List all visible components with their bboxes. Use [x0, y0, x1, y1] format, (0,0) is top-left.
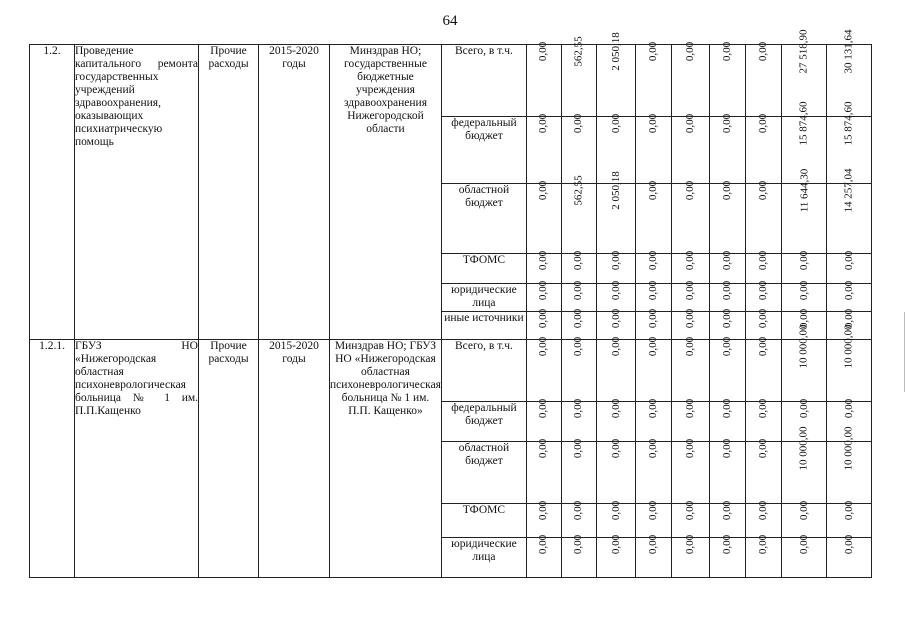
amount-cell: [710, 336, 746, 402]
amount-value: 0,00: [684, 180, 697, 201]
amount-cell: [636, 438, 672, 504]
funding-source: Всего, в т.ч.: [441, 340, 526, 402]
amount-cell: [526, 534, 561, 578]
amount-cell: [596, 171, 636, 254]
amount-value: 14 257,04: [842, 168, 855, 213]
amount-value: 0,00: [721, 308, 734, 329]
amount-cell: [596, 308, 636, 340]
amount-cell: [526, 250, 561, 284]
amount-cell: [827, 534, 872, 578]
amount-value: 0,00: [842, 280, 855, 301]
amount-value: 0,00: [842, 308, 855, 329]
table-row: [30, 340, 872, 402]
amount-cell: [672, 398, 710, 442]
amount-cell: [746, 534, 782, 578]
amount-value: 0,00: [609, 308, 622, 329]
amount-value: 0,00: [572, 534, 585, 555]
executor: Минздрав НО; государственные бюджетные учреждения здравоохранения Нижегородской области: [330, 45, 442, 340]
amount-value: 15 874,60: [842, 101, 855, 146]
amount-value: 0,00: [537, 438, 550, 459]
period: 2015-2020 годы: [259, 340, 330, 578]
amount-value: 0,00: [797, 500, 810, 521]
amount-value: 0,00: [757, 336, 770, 357]
amount-value: 0,00: [842, 398, 855, 419]
amount-cell: [782, 250, 827, 284]
amount-cell: [561, 250, 596, 284]
row-code: 1.2.1.: [30, 340, 75, 578]
amount-cell: [710, 308, 746, 340]
measure-name: Проведение капитального ремонта государственных учреждений здравоохранения, оказывающих психиатрическую помощь: [75, 45, 199, 340]
amount-value: 0,00: [609, 398, 622, 419]
amount-value: 0,00: [609, 500, 622, 521]
amount-cell: [672, 250, 710, 284]
amount-value: 0,00: [757, 41, 770, 62]
amount-cell: [636, 534, 672, 578]
amount-value: 0,00: [684, 308, 697, 329]
budget-table: [29, 29, 872, 578]
amount-cell: [746, 41, 782, 117]
amount-cell: [672, 41, 710, 117]
executor: Минздрав НО; ГБУЗ НО «Нижегородская областная психоневрологическая больница № 1 им. П.П. Кащенко»: [330, 340, 442, 578]
amount-value: 0,00: [684, 280, 697, 301]
funding-source: федеральный бюджет: [441, 117, 526, 184]
amount-value: 0,00: [537, 180, 550, 201]
amount-cell: [672, 336, 710, 402]
amount-value: 15 874,60: [797, 101, 810, 146]
amount-cell: [672, 438, 710, 504]
amount-value: 0,00: [647, 280, 660, 301]
amount-value: 0,00: [684, 398, 697, 419]
amount-cell: [526, 308, 561, 340]
amount-value: 0,00: [721, 180, 734, 201]
amount-value: 562,55: [572, 36, 585, 67]
amount-value: 0,00: [757, 534, 770, 555]
amount-cell: [561, 438, 596, 504]
expense-type: Прочие расходы: [199, 45, 259, 340]
amount-cell: [746, 500, 782, 538]
amount-value: 0,00: [647, 438, 660, 459]
amount-value: 0,00: [684, 336, 697, 357]
amount-cell: [746, 180, 782, 254]
amount-cell: [526, 113, 561, 184]
page-number: 64: [442, 13, 458, 29]
amount-value: 0,00: [842, 500, 855, 521]
amount-value: 0,00: [684, 250, 697, 271]
funding-source: Всего, в т.ч.: [441, 45, 526, 117]
amount-cell: [672, 308, 710, 340]
amount-cell: [710, 250, 746, 284]
table-row: [30, 45, 872, 117]
amount-cell: [746, 398, 782, 442]
amount-cell: [782, 426, 827, 504]
amount-value: 0,00: [684, 113, 697, 134]
amount-cell: [596, 500, 636, 538]
amount-value: 0,00: [797, 280, 810, 301]
amount-value: 0,00: [572, 500, 585, 521]
amount-cell: [636, 500, 672, 538]
amount-value: 0,00: [537, 500, 550, 521]
amount-cell: [561, 36, 596, 117]
amount-cell: [782, 534, 827, 578]
amount-cell: [782, 168, 827, 254]
amount-cell: [526, 280, 561, 312]
amount-value: 0,00: [647, 398, 660, 419]
amount-value: 0,00: [842, 250, 855, 271]
amount-cell: [526, 336, 561, 402]
amount-cell: [827, 500, 872, 538]
amount-cell: [636, 41, 672, 117]
amount-cell: [636, 336, 672, 402]
amount-cell: [561, 175, 596, 254]
amount-value: 0,00: [797, 308, 810, 329]
amount-value: 0,00: [647, 180, 660, 201]
amount-cell: [596, 32, 636, 117]
amount-value: 0,00: [537, 308, 550, 329]
amount-cell: [746, 280, 782, 312]
amount-cell: [782, 500, 827, 538]
funding-source: юридические лица: [441, 538, 526, 578]
amount-cell: [596, 398, 636, 442]
amount-cell: [561, 280, 596, 312]
amount-value: 2 050,18: [609, 171, 622, 210]
amount-cell: [827, 426, 872, 504]
amount-value: 562,55: [572, 175, 585, 206]
amount-value: 0,00: [537, 41, 550, 62]
amount-cell: [827, 168, 872, 254]
funding-source: ТФОМС: [441, 504, 526, 538]
amount-cell: [710, 438, 746, 504]
amount-cell: [827, 250, 872, 284]
amount-cell: [636, 308, 672, 340]
amount-cell: [710, 398, 746, 442]
measure-name: ГБУЗ НО «Нижегородская областная психоневрологическая больница № 1 им. П.П.Кащенко: [75, 340, 199, 578]
amount-cell: [596, 250, 636, 284]
amount-value: 0,00: [684, 438, 697, 459]
amount-value: 0,00: [609, 336, 622, 357]
amount-value: 10 000,00: [842, 426, 855, 471]
amount-value: 0,00: [572, 398, 585, 419]
amount-cell: [746, 250, 782, 284]
funding-source: иные источники: [441, 312, 526, 340]
funding-source: юридические лица: [441, 284, 526, 312]
amount-value: 0,00: [757, 308, 770, 329]
amount-cell: [827, 280, 872, 312]
amount-value: 0,00: [647, 113, 660, 134]
amount-cell: [561, 534, 596, 578]
amount-cell: [596, 280, 636, 312]
amount-cell: [672, 534, 710, 578]
amount-value: 2 050,18: [609, 32, 622, 71]
amount-cell: [672, 113, 710, 184]
amount-cell: [561, 113, 596, 184]
amount-cell: [746, 336, 782, 402]
amount-value: 0,00: [797, 398, 810, 419]
amount-cell: [710, 113, 746, 184]
amount-cell: [636, 180, 672, 254]
amount-cell: [672, 500, 710, 538]
amount-value: 0,00: [797, 250, 810, 271]
amount-value: 0,00: [609, 250, 622, 271]
amount-cell: [561, 308, 596, 340]
amount-cell: [672, 280, 710, 312]
amount-value: 0,00: [842, 534, 855, 555]
amount-cell: [526, 41, 561, 117]
amount-value: 0,00: [721, 500, 734, 521]
amount-value: 0,00: [537, 398, 550, 419]
amount-value: 0,00: [757, 398, 770, 419]
amount-cell: [526, 500, 561, 538]
amount-cell: [827, 324, 872, 402]
funding-source: федеральный бюджет: [441, 402, 526, 442]
amount-cell: [636, 250, 672, 284]
amount-value: 0,00: [609, 280, 622, 301]
amount-value: 0,00: [572, 280, 585, 301]
amount-value: 0,00: [572, 438, 585, 459]
amount-value: 27 518,90: [797, 29, 810, 74]
amount-value: 0,00: [684, 41, 697, 62]
amount-value: 10 000,00: [797, 324, 810, 369]
amount-value: 0,00: [647, 534, 660, 555]
amount-value: 0,00: [721, 336, 734, 357]
amount-cell: [526, 398, 561, 442]
amount-cell: [561, 500, 596, 538]
amount-cell: [746, 438, 782, 504]
amount-value: 0,00: [757, 180, 770, 201]
amount-value: 0,00: [647, 308, 660, 329]
amount-cell: [710, 500, 746, 538]
amount-value: 0,00: [537, 336, 550, 357]
amount-value: 0,00: [609, 534, 622, 555]
funding-source: ТФОМС: [441, 254, 526, 284]
amount-value: 0,00: [721, 113, 734, 134]
amount-value: 11 644,30: [797, 168, 810, 213]
amount-cell: [672, 180, 710, 254]
amount-value: 10 000,00: [842, 324, 855, 369]
amount-value: 0,00: [684, 534, 697, 555]
amount-value: 0,00: [572, 250, 585, 271]
amount-value: 0,00: [647, 500, 660, 521]
amount-cell: [636, 113, 672, 184]
amount-cell: [746, 113, 782, 184]
funding-source: областной бюджет: [441, 442, 526, 504]
amount-value: 0,00: [757, 500, 770, 521]
amount-value: 30 131,64: [842, 29, 855, 74]
amount-cell: [561, 336, 596, 402]
amount-cell: [636, 398, 672, 442]
amount-value: 0,00: [572, 113, 585, 134]
funding-source: областной бюджет: [441, 184, 526, 254]
amount-value: 0,00: [721, 250, 734, 271]
expense-type: Прочие расходы: [199, 340, 259, 578]
amount-value: 0,00: [609, 438, 622, 459]
table-body: [30, 29, 872, 578]
amount-cell: [561, 398, 596, 442]
amount-value: 0,00: [721, 398, 734, 419]
amount-value: 0,00: [757, 280, 770, 301]
amount-value: 0,00: [757, 438, 770, 459]
amount-value: 0,00: [537, 534, 550, 555]
amount-cell: [636, 280, 672, 312]
amount-value: 0,00: [537, 250, 550, 271]
amount-cell: [710, 41, 746, 117]
amount-value: 0,00: [757, 113, 770, 134]
amount-value: 0,00: [684, 500, 697, 521]
amount-cell: [526, 438, 561, 504]
amount-value: 0,00: [757, 250, 770, 271]
amount-value: 0,00: [797, 534, 810, 555]
period: 2015-2020 годы: [259, 45, 330, 340]
amount-cell: [596, 438, 636, 504]
amount-cell: [782, 280, 827, 312]
amount-cell: [526, 180, 561, 254]
amount-cell: [746, 308, 782, 340]
amount-value: 0,00: [537, 113, 550, 134]
amount-value: 0,00: [721, 41, 734, 62]
amount-value: 0,00: [537, 280, 550, 301]
amount-value: 0,00: [721, 534, 734, 555]
amount-cell: [782, 324, 827, 402]
amount-value: 0,00: [647, 336, 660, 357]
amount-cell: [710, 280, 746, 312]
amount-value: 0,00: [721, 280, 734, 301]
row-code: 1.2.: [30, 45, 75, 340]
amount-value: 0,00: [609, 113, 622, 134]
amount-cell: [596, 534, 636, 578]
amount-cell: [710, 534, 746, 578]
amount-value: 0,00: [572, 336, 585, 357]
amount-value: 0,00: [647, 41, 660, 62]
amount-cell: [596, 336, 636, 402]
amount-value: 10 000,00: [797, 426, 810, 471]
amount-cell: [710, 180, 746, 254]
amount-value: 0,00: [572, 308, 585, 329]
amount-value: 0,00: [721, 438, 734, 459]
amount-value: 0,00: [647, 250, 660, 271]
